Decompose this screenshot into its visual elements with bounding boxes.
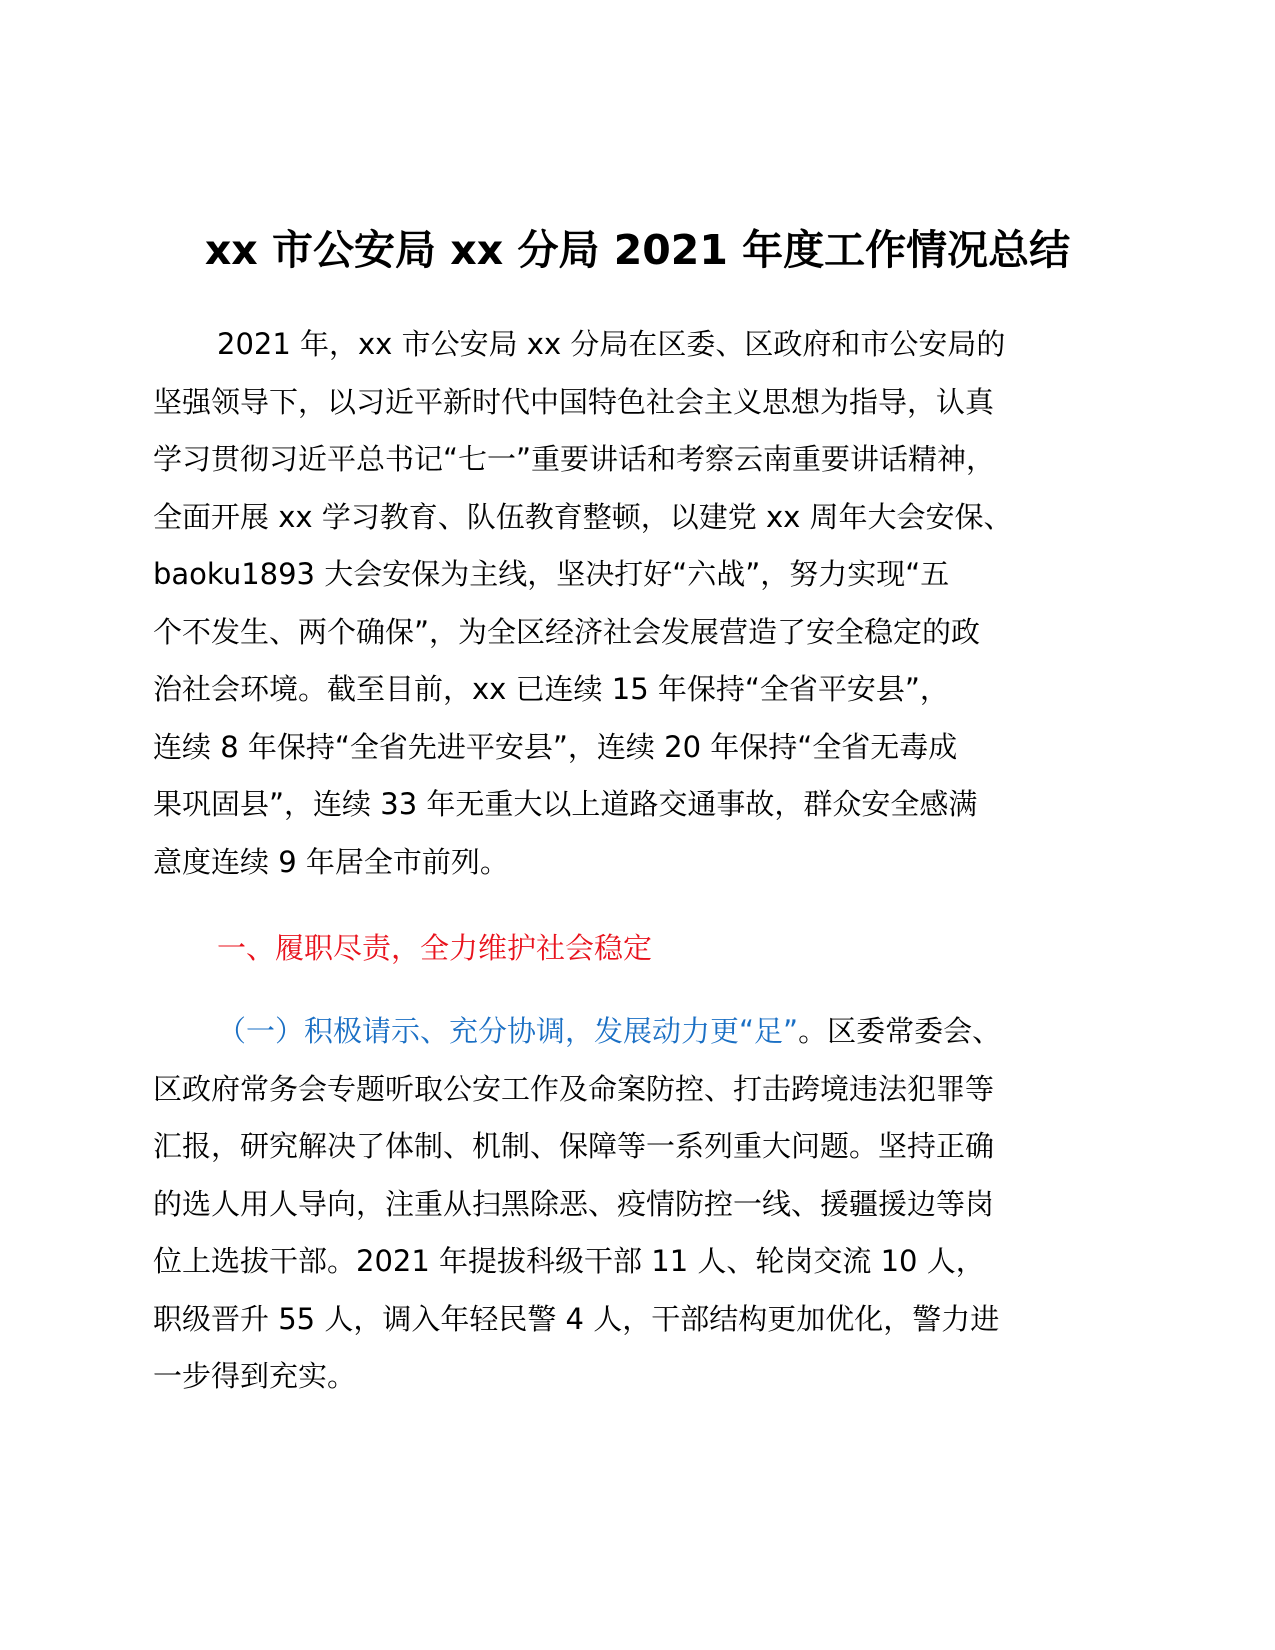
document-title: xx 市公安局 xx 分局 2021 年度工作情况总结 <box>204 226 1071 274</box>
paragraph-line: 的选人用人导向，注重从扫黑除恶、疫情防控一线、援疆援边等岗 <box>153 1186 995 1221</box>
paragraph-line: 2021 年，xx 市公安局 xx 分局在区委、区政府和市公安局的 <box>217 327 1006 361</box>
subsection-heading: （一）积极请示、充分协调，发展动力更“足” <box>217 1014 799 1048</box>
intro-paragraph <box>153 316 1143 891</box>
paragraph-line: 一步得到充实。 <box>153 1359 357 1393</box>
paragraph-line: 汇报，研究解决了体制、机制、保障等一系列重大问题。坚持正确 <box>153 1129 995 1163</box>
paragraph-line: 坚强领导下，以习近平新时代中国特色社会主义思想为指导，认真 <box>153 384 995 419</box>
paragraph-line: 职级晋升 55 人，调入年轻民警 4 人，干部结构更加优化，警力进 <box>153 1301 1000 1336</box>
paragraph-line: 区政府常务会专题听取公安工作及命案防控、打击跨境违法犯罪等 <box>153 1071 995 1106</box>
paragraph-line: 学习贯彻习近平总书记“七一”重要讲话和考察云南重要讲话精神， <box>153 442 996 476</box>
paragraph-line: 个不发生、两个确保”，为全区经济社会发展营造了安全稳定的政 <box>153 614 981 649</box>
paragraph-line: 位上选拔干部。2021 年提拔科级干部 11 人、轮岗交流 10 人， <box>153 1244 985 1278</box>
paragraph-first-line <box>153 1003 1143 1061</box>
paragraph-line: 连续 8 年保持“全省先进平安县”，连续 20 年保持“全省无毒成 <box>153 729 958 764</box>
paragraph-line: baoku1893 大会安保为主线，坚决打好“六战”，努力实现“五 <box>153 557 950 591</box>
section-paragraph <box>153 1003 1143 1406</box>
paragraph-line: 意度连续 9 年居全市前列。 <box>153 844 509 879</box>
paragraph-line: 全面开展 xx 学习教育、队伍教育整顿，以建党 xx 周年大会安保、 <box>153 499 1013 534</box>
paragraph-line: 治社会环境。截至目前，xx 已连续 15 年保持“全省平安县”， <box>153 672 949 706</box>
paragraph-text: 。区委常委会、 <box>798 1014 1002 1048</box>
paragraph-line: 果巩固县”，连续 33 年无重大以上道路交通事故，群众安全感满 <box>153 787 978 821</box>
section-heading: 一、履职尽责，全力维护社会稳定 <box>217 931 653 965</box>
